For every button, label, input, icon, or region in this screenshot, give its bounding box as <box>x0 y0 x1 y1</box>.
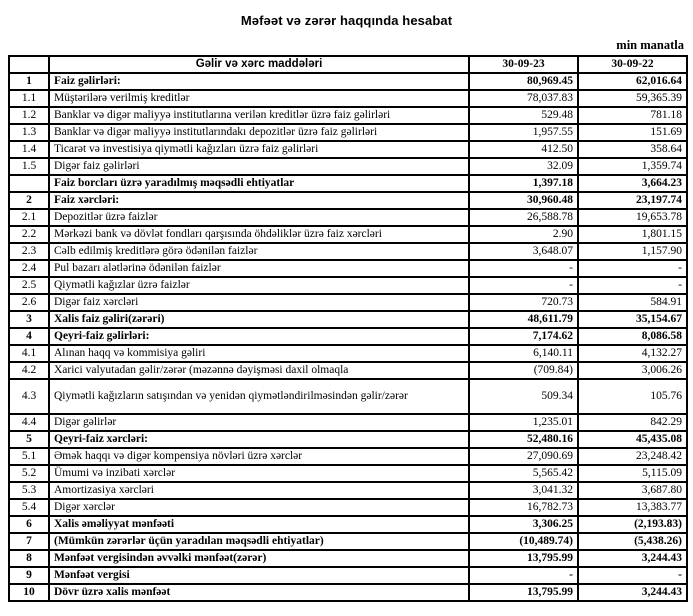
table-row <box>9 124 687 141</box>
table-row <box>9 175 687 192</box>
row-label: Pul bazarı alətlərinə ödənilən faizlər <box>49 260 469 277</box>
value-30-09-23: 2.90 <box>469 226 578 243</box>
header-date-30-09-22: 30-09-22 <box>578 56 687 73</box>
row-label: Faiz borcları üzrə yaradılmış məqsədli ehtiyatlar <box>49 175 469 192</box>
row-label: Amortizasiya xərcləri <box>49 482 469 499</box>
table-row <box>9 448 687 465</box>
row-label: Əmək haqqı və digər kompensiya növləri üzrə xərclər <box>49 448 469 465</box>
row-number: 2 <box>9 192 49 209</box>
row-number: 5.1 <box>9 448 49 465</box>
row-label: Alınan haqq və kommisiya gəliri <box>49 345 469 362</box>
row-number: 2.6 <box>9 294 49 311</box>
row-label: Banklar və digər maliyyə institutlarındakı depozitlər üzrə faiz gəlirləri <box>49 124 469 141</box>
value-30-09-23: 7,174.62 <box>469 328 578 345</box>
table-row <box>9 516 687 533</box>
value-30-09-23: 3,648.07 <box>469 243 578 260</box>
row-number: 5.3 <box>9 482 49 499</box>
value-30-09-23: (709.84) <box>469 362 578 379</box>
table-row <box>9 414 687 431</box>
value-30-09-23: 26,588.78 <box>469 209 578 226</box>
row-number: 2.5 <box>9 277 49 294</box>
value-30-09-23: 80,969.45 <box>469 73 578 90</box>
row-label: Ticarət və investisiya qiymətli kağızları üzrə faiz gəlirləri <box>49 141 469 158</box>
row-label: Müştərilərə verilmiş kreditlər <box>49 90 469 107</box>
table-row <box>9 550 687 567</box>
value-30-09-22: 3,687.80 <box>578 482 687 499</box>
row-number: 5.2 <box>9 465 49 482</box>
row-number: 8 <box>9 550 49 567</box>
value-30-09-22: - <box>578 567 687 584</box>
value-30-09-23: 48,611.79 <box>469 311 578 328</box>
row-number: 1.3 <box>9 124 49 141</box>
value-30-09-22: 781.18 <box>578 107 687 124</box>
row-number: 1.5 <box>9 158 49 175</box>
value-30-09-23: 412.50 <box>469 141 578 158</box>
value-30-09-22: 3,006.26 <box>578 362 687 379</box>
row-label: Digər gəlirlər <box>49 414 469 431</box>
value-30-09-23: 3,306.25 <box>469 516 578 533</box>
value-30-09-22: 45,435.08 <box>578 431 687 448</box>
value-30-09-22: 4,132.27 <box>578 345 687 362</box>
header-number-cell <box>9 56 49 73</box>
table-header <box>9 56 687 73</box>
value-30-09-22: - <box>578 277 687 294</box>
row-label: Mənfəət vergisindən əvvəlki mənfəət(zərər) <box>49 550 469 567</box>
table-row <box>9 260 687 277</box>
value-30-09-22: 19,653.78 <box>578 209 687 226</box>
row-label: Qiymətli kağızlar üzrə faizlər <box>49 277 469 294</box>
row-number: 5 <box>9 431 49 448</box>
table-row <box>9 465 687 482</box>
value-30-09-23: 1,397.18 <box>469 175 578 192</box>
table-row <box>9 294 687 311</box>
row-number: 4.4 <box>9 414 49 431</box>
value-30-09-23: 3,041.32 <box>469 482 578 499</box>
table-row <box>9 482 687 499</box>
row-label: Cəlb edilmiş kreditlərə görə ödənilən faizlər <box>49 243 469 260</box>
value-30-09-23: 52,480.16 <box>469 431 578 448</box>
table-row <box>9 141 687 158</box>
row-number: 6 <box>9 516 49 533</box>
row-label: Qiymətli kağızların satışından və yenidən qiymətləndirilməsindən gəlir/zərər <box>49 379 469 414</box>
value-30-09-22: - <box>578 260 687 277</box>
page-title: Məfəət və zərər haqqında hesabat <box>240 13 453 28</box>
table-row <box>9 584 687 601</box>
table-row <box>9 328 687 345</box>
header-date-30-09-23: 30-09-23 <box>469 56 578 73</box>
table-row <box>9 243 687 260</box>
value-30-09-22: 1,157.90 <box>578 243 687 260</box>
row-label: Banklar və digər maliyyə institutlarına verilən kreditlər üzrə faiz gəlirləri <box>49 107 469 124</box>
row-label: Ümumi və inzibati xərclər <box>49 465 469 482</box>
table-row <box>9 533 687 550</box>
table-row <box>9 379 687 414</box>
row-label: Xalis faiz gəliri(zərəri) <box>49 311 469 328</box>
table-row <box>9 431 687 448</box>
value-30-09-23: 13,795.99 <box>469 550 578 567</box>
row-label: Xalis əməliyyat mənfəəti <box>49 516 469 533</box>
row-number: 1.1 <box>9 90 49 107</box>
value-30-09-23: 27,090.69 <box>469 448 578 465</box>
table-row <box>9 499 687 516</box>
table-row <box>9 90 687 107</box>
value-30-09-22: 584.91 <box>578 294 687 311</box>
row-number: 10 <box>9 584 49 601</box>
value-30-09-23: 529.48 <box>469 107 578 124</box>
row-number: 1 <box>9 73 49 90</box>
value-30-09-22: 13,383.77 <box>578 499 687 516</box>
table-header-row <box>9 56 687 73</box>
row-number: 2.2 <box>9 226 49 243</box>
row-label: Mərkəzi bank və dövlət fondları qarşısında öhdəliklər üzrə faiz xərcləri <box>49 226 469 243</box>
row-number: 7 <box>9 533 49 550</box>
value-30-09-22: (5,438.26) <box>578 533 687 550</box>
value-30-09-23: - <box>469 260 578 277</box>
value-30-09-22: 1,359.74 <box>578 158 687 175</box>
value-30-09-22: 1,801.15 <box>578 226 687 243</box>
value-30-09-22: 3,244.43 <box>578 584 687 601</box>
row-label: Mənfəət vergisi <box>49 567 469 584</box>
table-row <box>9 277 687 294</box>
value-30-09-22: 23,197.74 <box>578 192 687 209</box>
row-label: Qeyri-faiz gəlirləri: <box>49 328 469 345</box>
value-30-09-22: 151.69 <box>578 124 687 141</box>
table-row <box>9 226 687 243</box>
row-number: 1.2 <box>9 107 49 124</box>
value-30-09-23: 13,795.99 <box>469 584 578 601</box>
row-number: 2.4 <box>9 260 49 277</box>
value-30-09-22: 62,016.64 <box>578 73 687 90</box>
row-label: Depozitlər üzrə faizlər <box>49 209 469 226</box>
row-label: Faiz xərcləri: <box>49 192 469 209</box>
row-label: Digər xərclər <box>49 499 469 516</box>
value-30-09-22: 842.29 <box>578 414 687 431</box>
table-row <box>9 158 687 175</box>
row-label: Digər faiz xərcləri <box>49 294 469 311</box>
row-number: 1.4 <box>9 141 49 158</box>
row-number: 9 <box>9 567 49 584</box>
value-30-09-22: 358.64 <box>578 141 687 158</box>
row-label: (Mümkün zərərlər üçün yaradılan məqsədli ehtiyatlar) <box>49 533 469 550</box>
table-row <box>9 567 687 584</box>
row-number: 2.3 <box>9 243 49 260</box>
table-row <box>9 311 687 328</box>
table-row <box>9 73 687 90</box>
row-label: Qeyri-faiz xərcləri: <box>49 431 469 448</box>
row-label: Dövr üzrə xalis mənfəət <box>49 584 469 601</box>
value-30-09-23: 5,565.42 <box>469 465 578 482</box>
value-30-09-22: 3,244.43 <box>578 550 687 567</box>
header-items: Gəlir və xərc maddələri <box>49 56 469 73</box>
table-row <box>9 362 687 379</box>
row-number <box>9 175 49 192</box>
value-30-09-23: 720.73 <box>469 294 578 311</box>
value-30-09-23: 30,960.48 <box>469 192 578 209</box>
report-table-body <box>9 73 687 601</box>
value-30-09-22: 23,248.42 <box>578 448 687 465</box>
profit-loss-table <box>8 55 688 602</box>
row-label: Digər faiz gəlirləri <box>49 158 469 175</box>
value-30-09-23: 509.34 <box>469 379 578 414</box>
unit-note: min manatla <box>616 38 684 52</box>
row-number: 4.2 <box>9 362 49 379</box>
value-30-09-22: 5,115.09 <box>578 465 687 482</box>
row-number: 3 <box>9 311 49 328</box>
value-30-09-23: (10,489.74) <box>469 533 578 550</box>
value-30-09-22: 59,365.39 <box>578 90 687 107</box>
row-label: Faiz gəlirləri: <box>49 73 469 90</box>
row-number: 4.3 <box>9 379 49 414</box>
value-30-09-22: (2,193.83) <box>578 516 687 533</box>
table-row <box>9 209 687 226</box>
value-30-09-23: 32.09 <box>469 158 578 175</box>
value-30-09-22: 105.76 <box>578 379 687 414</box>
value-30-09-23: 1,957.55 <box>469 124 578 141</box>
value-30-09-22: 3,664.23 <box>578 175 687 192</box>
value-30-09-23: - <box>469 277 578 294</box>
value-30-09-22: 35,154.67 <box>578 311 687 328</box>
value-30-09-23: 1,235.01 <box>469 414 578 431</box>
row-number: 5.4 <box>9 499 49 516</box>
row-number: 2.1 <box>9 209 49 226</box>
value-30-09-23: - <box>469 567 578 584</box>
value-30-09-23: 16,782.73 <box>469 499 578 516</box>
table-row <box>9 345 687 362</box>
value-30-09-23: 6,140.11 <box>469 345 578 362</box>
row-number: 4 <box>9 328 49 345</box>
value-30-09-22: 8,086.58 <box>578 328 687 345</box>
value-30-09-23: 78,037.83 <box>469 90 578 107</box>
row-number: 4.1 <box>9 345 49 362</box>
table-row <box>9 107 687 124</box>
table-row <box>9 192 687 209</box>
row-label: Xarici valyutadan gəlir/zərər (məzənnə dəyişməsi daxil olmaqla <box>49 362 469 379</box>
